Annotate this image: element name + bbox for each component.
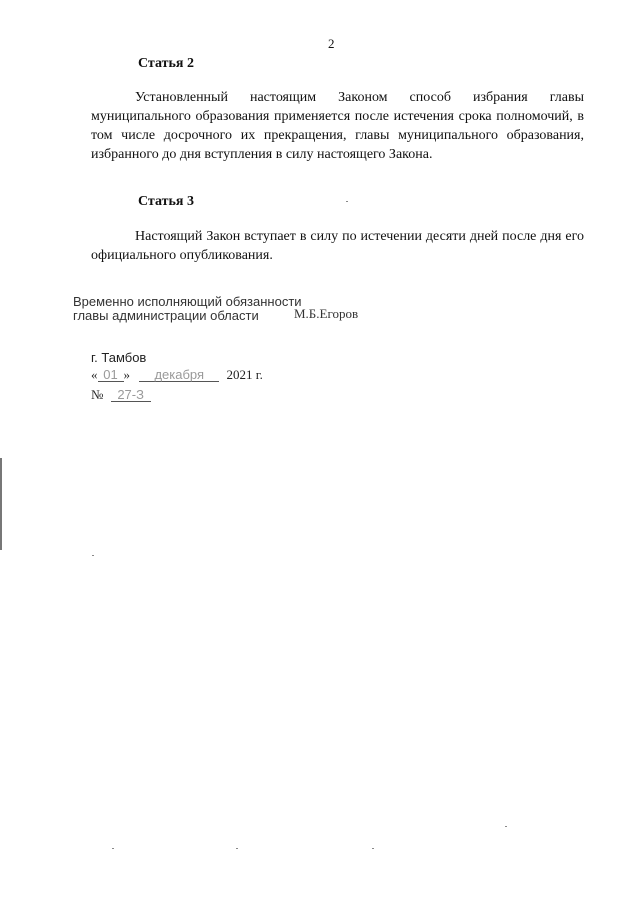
law-number-value: 27-З (111, 388, 151, 402)
scan-speck (112, 848, 114, 849)
date-open-quote: « (91, 367, 98, 382)
date-close-quote: » (123, 367, 130, 382)
page-number: 2 (328, 36, 335, 51)
scan-speck (346, 201, 348, 202)
signatory-title-line-2: главы администрации области (73, 308, 259, 323)
article-3-heading: Статья 3 (138, 194, 194, 209)
place-of-signing: г. Тамбов (91, 350, 147, 365)
scan-margin-mark (0, 458, 2, 550)
date-month: декабря (139, 368, 219, 382)
article-2-text: Установленный настоящим Законом способ избрания главы муниципального образования применяется после истечения срока полномочий, в том числе досрочного их прекращения, главы муниципального образования, избранного до дня вступления в силу настоящего Закона. (91, 90, 584, 162)
date-year: 2021 г. (226, 367, 263, 382)
law-number (91, 387, 151, 403)
signing-date (91, 367, 263, 383)
number-sign: № (91, 387, 104, 402)
article-2-heading: Статья 2 (138, 56, 194, 71)
signatory-title-line-1: Временно исполняющий обязанности (73, 294, 302, 309)
scan-speck (92, 555, 94, 556)
signatory-name: М.Б.Егоров (294, 306, 359, 321)
date-day: 01 (98, 368, 124, 382)
scan-speck (236, 848, 238, 849)
article-3-text: Настоящий Закон вступает в силу по истечении десяти дней после дня его официального опубликования. (91, 229, 584, 263)
scan-speck (505, 826, 507, 827)
scan-speck (372, 848, 374, 849)
